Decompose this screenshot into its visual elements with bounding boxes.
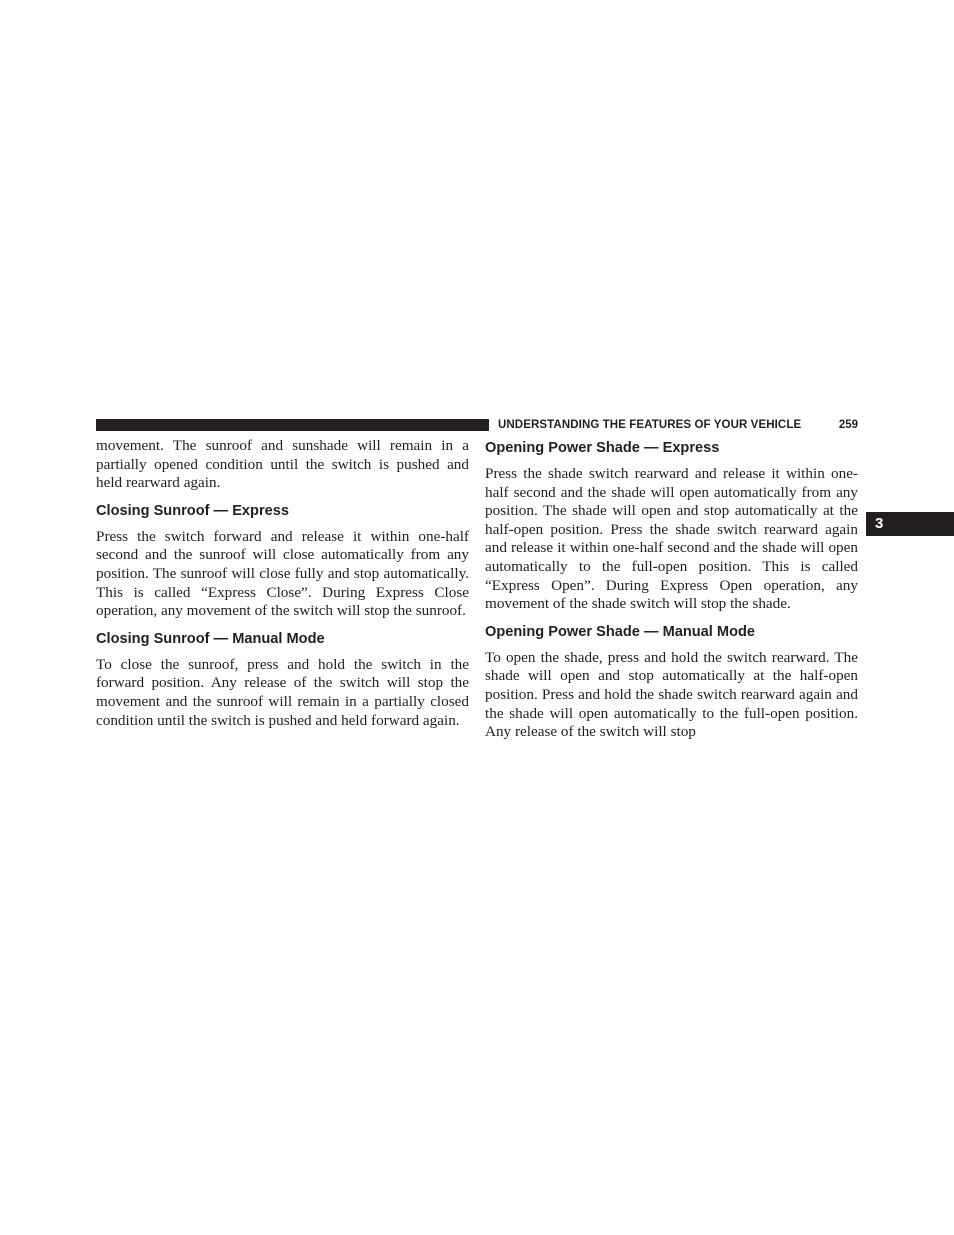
running-header-title: UNDERSTANDING THE FEATURES OF YOUR VEHICLE <box>498 419 802 431</box>
intro-paragraph: movement. The sunroof and sunshade will remain in a partially opened condition until the switch is pushed and held rearward again. <box>96 437 469 492</box>
right-column <box>485 437 858 742</box>
chapter-tab <box>866 512 954 536</box>
left-column <box>96 437 469 730</box>
heading-opening-shade-manual: Opening Power Shade — Manual Mode <box>485 623 756 640</box>
paragraph-opening-shade-express: Press the shade switch rearward and release it within one-half second and the shade will open automatically from any position. The shade will open and stop automatically at the half-open position. Press the shade switch rearward again and release it within one-half second and the shade will open automatically to the full-open position. This is called “Express Open”. During Express Open operation, any movement of the shade switch will stop the shade. <box>485 465 858 613</box>
heading-closing-sunroof-express: Closing Sunroof — Express <box>96 502 289 519</box>
heading-closing-sunroof-manual: Closing Sunroof — Manual Mode <box>96 630 325 647</box>
page-number: 259 <box>838 419 858 431</box>
paragraph-closing-sunroof-manual: To close the sunroof, press and hold the switch in the forward position. Any release of the switch will stop the movement and the sunroof will remain in a partially closed condition until the switch is pushed and held forward again. <box>96 655 469 729</box>
chapter-number: 3 <box>875 515 884 532</box>
paragraph-closing-sunroof-express: Press the switch forward and release it within one-half second and the sunroof will close automatically from any position. The sunroof will close fully and stop automatically. This is called “Express Close”. During Express Close operation, any movement of the switch will stop the sunroof. <box>96 527 469 620</box>
paragraph-opening-shade-manual: To open the shade, press and hold the switch rearward. The shade will open and stop automatically at the half-open position. Press and hold the shade switch rearward again and the shade will open automatically to the full-open position. Any release of the switch will stop <box>485 648 858 741</box>
header-rule-bar <box>96 419 489 431</box>
heading-opening-shade-express: Opening Power Shade — Express <box>485 440 720 456</box>
